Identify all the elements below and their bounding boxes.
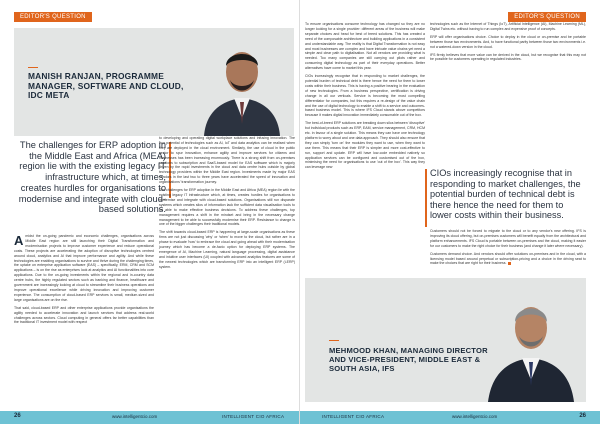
speaker-2-portrait — [482, 278, 580, 402]
footer-brand-right: INTELLIGENT CIO AFRICA — [322, 414, 385, 419]
column-2-paragraph-1: to developing and operating digital workplace solutions and infusing innovation. The true potential of technologies such as AI, IoT and data analytics can be realised when they are deployed in the cloud environment. Similarly, the use of cloud in the public sector to spur innovation, enhance agility and improve services for citizens and businesses has been increasing enormously. There is a strong shift from on-premises solutions to subscription and SaaS-based model for EAS software which is majorly driven by the rapid investments in the cloud and data centre hubs outside by global technology providers within the Middle East region. Investments made by major EAS vendors in the last two to three years have accelerated the speed of innovation and organisations' transformation journey. — [159, 136, 295, 185]
speaker-1-portrait — [192, 28, 292, 136]
column-2-paragraph-3: The shift towards cloud-based ERP is happening at large-scale organisations as these firms are not just discussing 'why' or 'when' to move to the cloud, but rather are in a phase to evaluate 'how' to embrace the cloud and going ahead with their modernisation journey which has become a de-facto option for deploying ERP systems. The emergence of AI, Machine Learning, natural language processing, digital assistance and intuitive user interfaces (UI) coupled with advanced analytics features are some of the newest technologies which are transforming ERP into an intelligent ERP (i-ERP) system. — [159, 230, 295, 269]
column-5-paragraph-2-text: Customers demand choice. And vendors should offer solutions on-premises and in the cloud, with a licensing model based around perpetual or subscription-pricing and a choice in the driving seat to make the choices that are right for their business. — [430, 251, 586, 266]
column-1-paragraph-2: That said, cloud-based ERP and other enterprise applications provide organisations the agility needed to accelerate innovation and launch services that address real-world challenges across sectors. Cloud computing in general offers far better capabilities than the traditional IT investment model with respect — [14, 305, 154, 325]
body-column-5 — [430, 229, 586, 273]
column-5-paragraph-2 — [430, 252, 586, 267]
section-tab-right: EDITOR'S QUESTION — [508, 12, 586, 22]
page-number-right: 26 — [579, 413, 586, 419]
footer-url-left[interactable]: www.intelligentcio.com — [112, 414, 158, 419]
page-gutter — [299, 0, 300, 424]
body-column-4 — [430, 22, 586, 162]
body-column-3 — [305, 22, 425, 274]
pull-quote-right-bar — [425, 169, 427, 227]
column-3-paragraph-1: To ensure organisations consume technology has changed so they are no longer looking for a single provider: different areas of the business will make separate choices and head for best of breed solutions. This has created a need of the composable architecture and building applications in a consistent and understandable way. The reality is that Digital Transformation is not easy and most businesses are complex and have intricate value chains yet need a simple and clear path to digitalisation. Not all vendors are providing what is needed. Too many companies are still carrying out pilots rather and consuming digital technology as part of their everyday operations. Better alternatives have come to market this year. — [305, 22, 425, 71]
section-tab-left: EDITOR'S QUESTION — [14, 12, 92, 22]
footer-brand-left: INTELLIGENT CIO AFRICA — [222, 414, 285, 419]
body-column-2 — [159, 136, 295, 394]
end-mark-icon — [508, 262, 511, 265]
column-4-paragraph-1: technologies such as the Internet of Things (IoT), Artificial Intelligence (AI), Machine Learning (ML), Digital Twins etc. without having to run complex and expensive proof of concepts. — [430, 22, 586, 31]
column-4-paragraph-2: ERP will offer organisations choice. Choice to deploy in the cloud or on-premise and be portable between those two environments. And, to have functional parity between those two environments i.e. not a watered-down version in the cloud. — [430, 34, 586, 49]
drop-cap: A — [14, 233, 24, 248]
column-3-paragraph-3: The best-of-breed ERP solutions are breaking down silos between 'disruptive' but individual products such as ERP, EAM, service management, CRM, HCM etc. in favour of a single solution. This means they can have one technology platform to worry about and one data approach. They should also ensure that they can simply 'turn on' the modules they want to use, when they want to use them. This means that their ERP is simpler and more cost-effective to run, support and update. ERP will have low-code embedded natively so application services can be configured and customised out of the box, minimising the need for organisations to use 'out of the box'. This way they can leverage new — [305, 121, 425, 170]
body-column-1 — [14, 234, 154, 394]
speaker-card-1 — [14, 28, 294, 136]
column-4-paragraph-3: IFS firmly believes that more value can be derived in the cloud, but we recognise that this may not be possible for customers operating in regulated industries. — [430, 52, 586, 62]
speaker-1-name: MANISH RANJAN, PROGRAMME MANAGER, SOFTWARE AND CLOUD, IDC META — [28, 71, 184, 101]
column-3-paragraph-2: CIOs increasingly recognise that in responding to market challenges, the potential burden of technical debt is there hence the need for them to lower costs within their business. This is having a positive bearing in the evaluation of new technologies. From a business perspective, certification is driving change in all our verticals. Service is becoming the most compelling differentiator for companies, but this requires a re-design of the value chain and the use of digital technology to enable a shift to a service and outcomes-based business model. This is where IFS Cloud stands above competitors because it makes digital innovation immediately consumable out of the box. — [305, 74, 425, 118]
pull-quote-right: CIOs increasingly recognise that in responding to market challenges, the potential burden of technical debt is there hence the need for them to lower costs within their business. — [430, 168, 581, 221]
column-2-paragraph-2: The challenges for ERP adoption in the Middle East and Africa (MEA) region lie with the existing legacy IT infrastructure which, at times, creates hurdles for organisations to modernise and integrate with cloud-based solutions. Organisations still run disparate systems which creates silos of information lack the sufficient data visualisation tools to be able to make effective business decisions. To address these challenges, top management requires a shift in the mindset and bring in the necessary change management to be able to successfully modernise their ERP. Resistance to change is one of the bigger challenges their traditional models. — [159, 188, 295, 227]
name-accent-rule — [28, 67, 38, 68]
column-1-paragraph-1-text: midst the on-going pandemic and economic challenges, organisations across Middle East region are still launching their Digital Transformation and modernisation projects to improve customer experience and reduce operational costs. These projects are accelerating the adoption of disruptive technologies centred around cloud, analytics and AI that improve performance and agility. And while these technologies are enabling organisations to survive and thrive during the challenging times, the uptake on enterprise application software (EAS) – specifically, ERM, CRM and SCM applications – is on the rise as enterprises look at analytics and AI functionalities into core applications. Due to the on-going investments within the regional and in-country data centre hubs, the highly regulated sectors such as banking and finance, healthcare and government are increasingly looking at cloud to streamline their business operations and improve operational excellence while driving innovation and improving customer experience. The consumption of cloud-based ERP services is small, medium-sized and large organisations are on the rise. — [14, 234, 154, 302]
footer-url-right[interactable]: www.intelligentcio.com — [452, 414, 498, 419]
speaker-card-2 — [305, 278, 586, 402]
column-1-paragraph-1 — [14, 234, 154, 303]
column-5-paragraph-1: Customers should not be forced to migrate to the cloud or to any vendor's new offering. IFS is improving its cloud offering, but on-premises customers will benefit equally from the architectural and platform enhancements. IFS Cloud is portable between on-premises and the cloud, making it easier for our customers to make the right choice for their business (and change it later where necessary). — [430, 229, 586, 248]
pull-quote-left: The challenges for ERP adoption in the Middle East and Africa (MEA) region lie with the existing legacy IT infrastructure which, at times, creates hurdles for organisations to modernise and integrate with cloud-based solutions. — [18, 140, 166, 215]
name-accent-rule-2 — [329, 340, 339, 341]
page-number-left: 26 — [14, 413, 21, 419]
speaker-2-name: MEHMOOD KHAN, MANAGING DIRECTOR AND VICE-PRESIDENT, MIDDLE EAST & SOUTH ASIA, IFS — [329, 346, 488, 373]
